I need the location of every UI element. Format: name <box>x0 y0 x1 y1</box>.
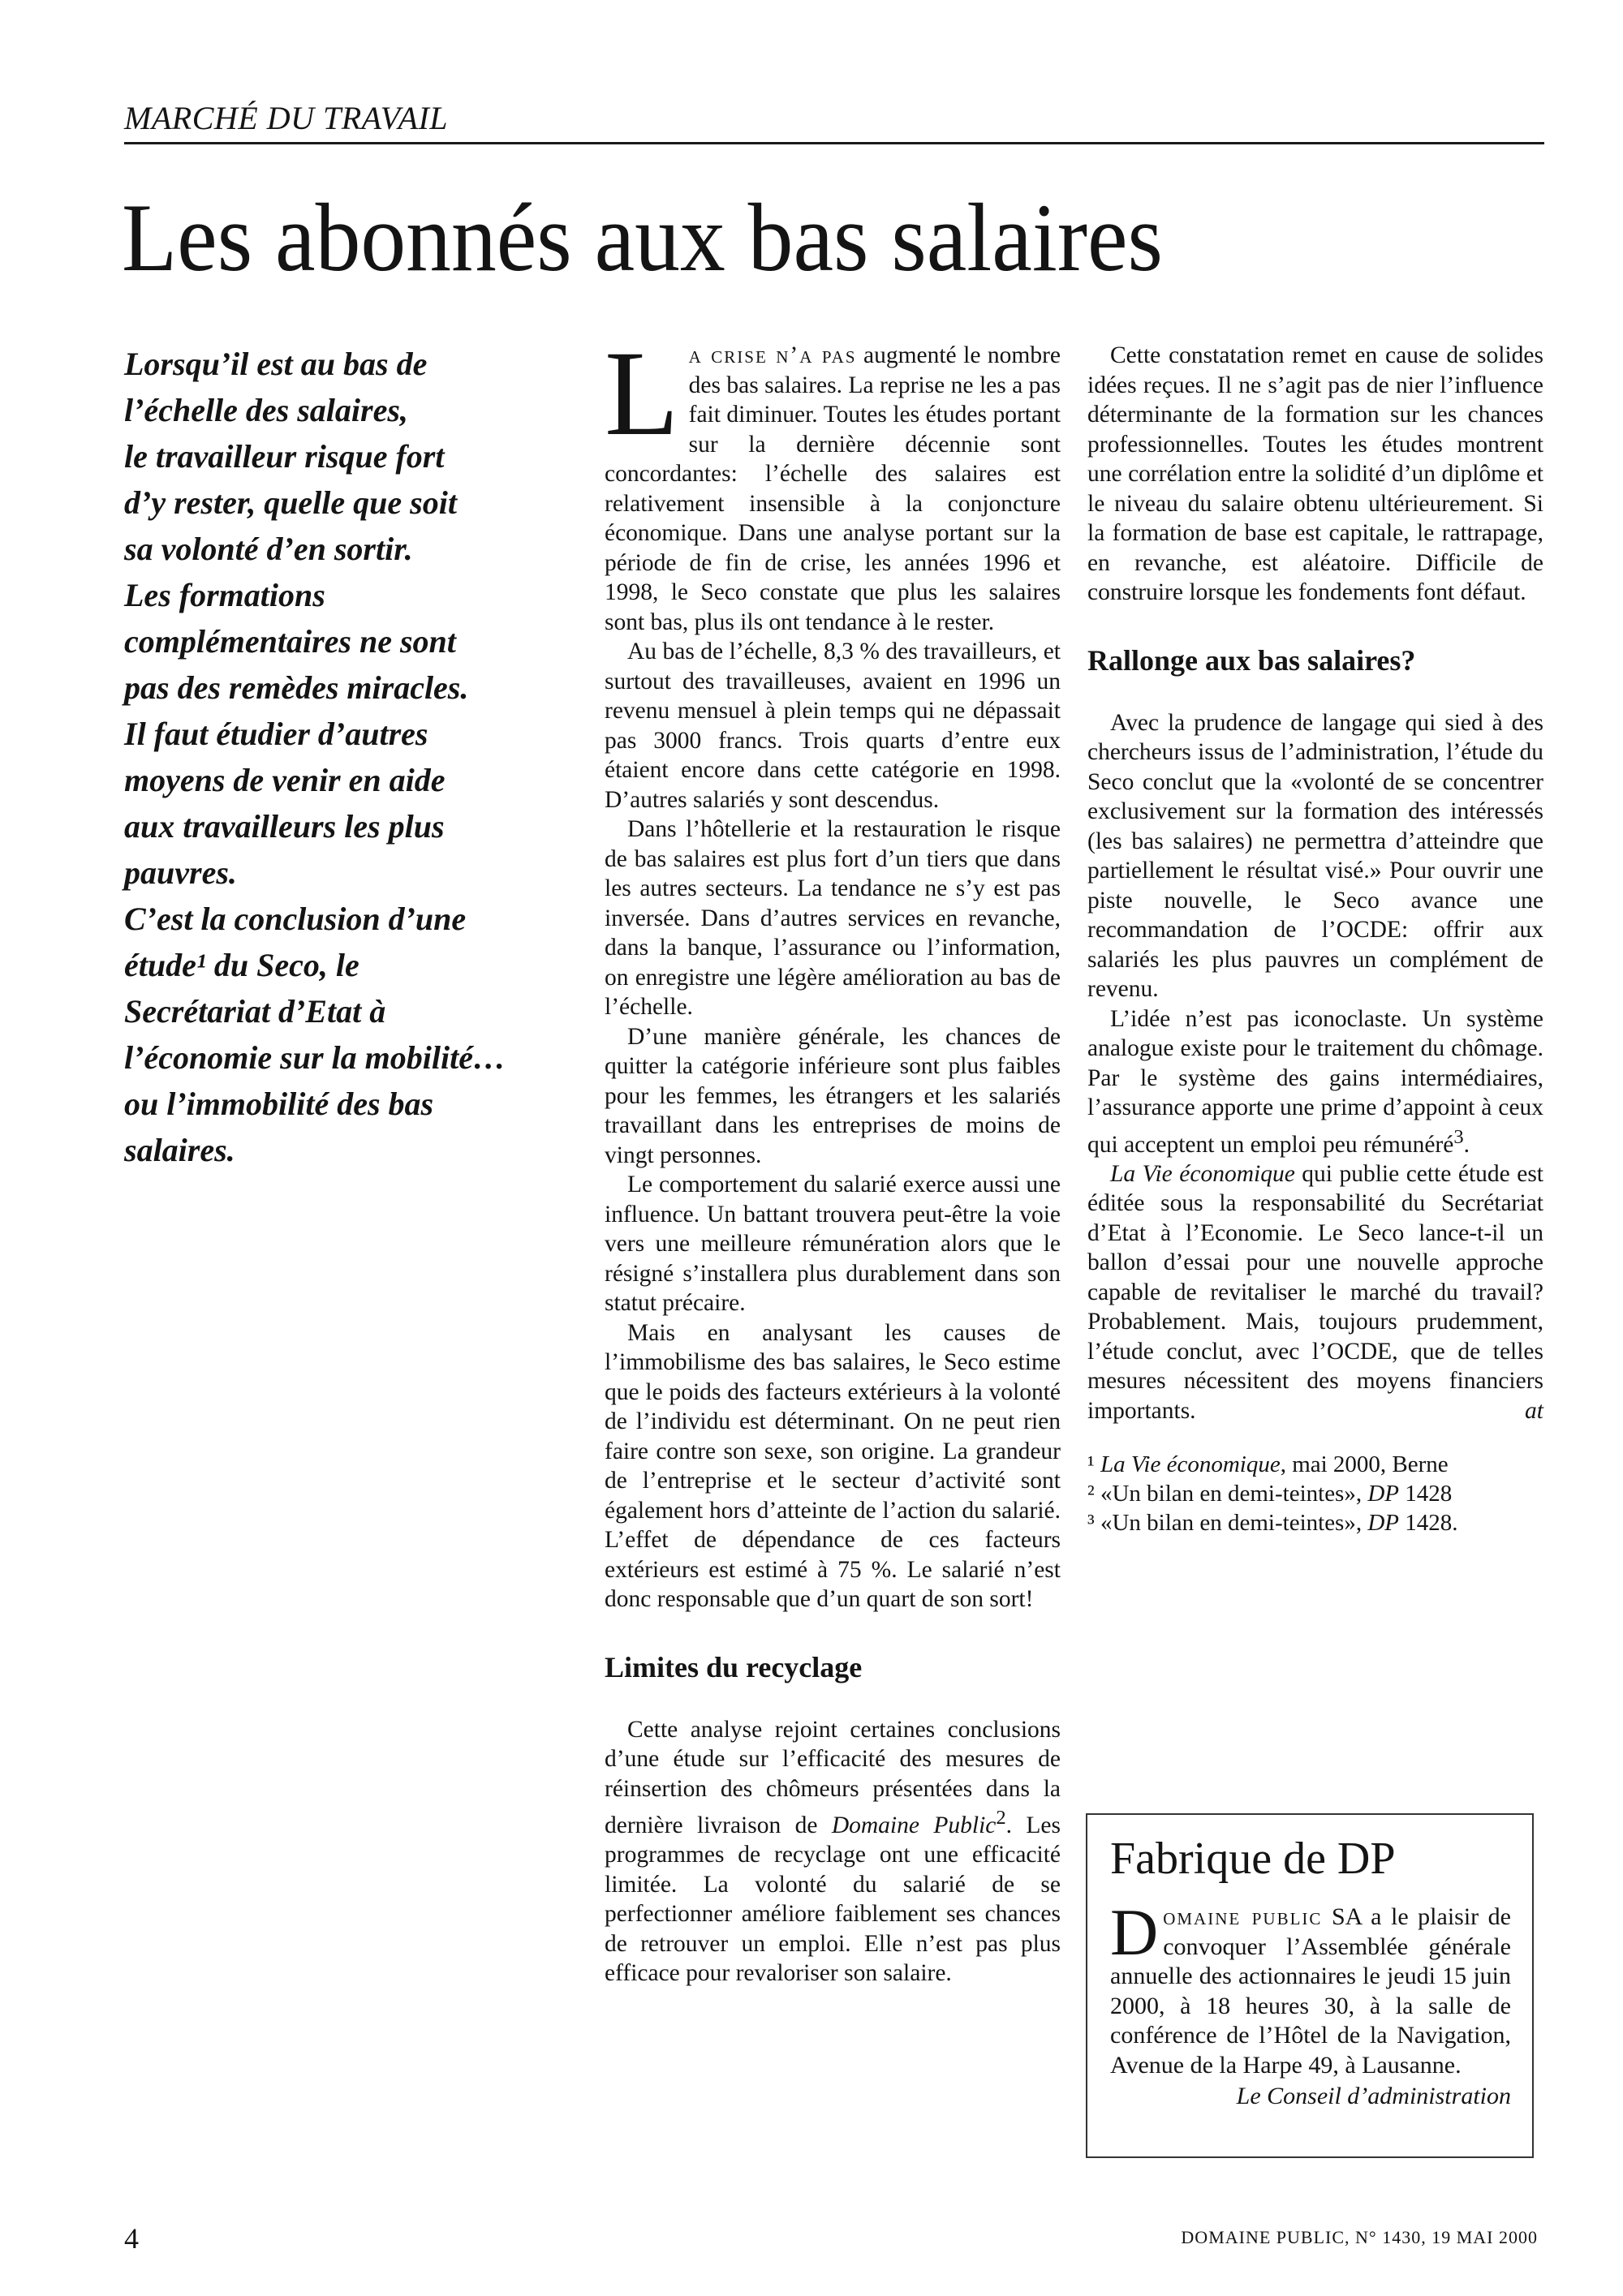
chapo-line: pas des remèdes miracles. <box>124 669 469 706</box>
chapo-line: étude¹ du Seco, le <box>124 947 359 983</box>
header-rule <box>124 142 1544 144</box>
chapo-line: salaires. <box>124 1132 235 1168</box>
chapo-line: sa volonté d’en sortir. <box>124 531 413 567</box>
page-number: 4 <box>124 2222 139 2255</box>
chapo-line: Les formations <box>124 577 325 613</box>
footnote-title: DP <box>1367 1510 1400 1537</box>
footnote-text: «Un bilan en demi-teintes», <box>1100 1510 1368 1537</box>
paragraph-text: qui publie cette étude est éditée sous la responsabilité du Secrétariat d’Etat à l’Economie. Le Seco lance-t-il un ballon d’essai pour une nouvelle approche capable de revitaliser le marché du travail? Probablement. Mais, toujours prudemment, l’étude conclut, avec l’OCDE, que de telles mesures nécessitent des moyens financiers importants. <box>1087 1160 1543 1424</box>
article-paragraph: D’une manière générale, les chances de quitter la catégorie inférieure sont plus faibles pour les femmes, les étrangers et les salariés travaillant dans les entreprises de moins de vingt personnes. <box>605 1023 1061 1168</box>
article-paragraph: Cette constatation remet en cause de solides idées reçues. Il ne s’agit pas de nier l’influence déterminante de la formation sur les chances professionnelles. Toutes les études montrent une corrélation entre la solidité d’un diplôme et le niveau du salaire obtenu ultérieurement. Si la formation de base est capitale, le rattrapage, en revanche, est aléatoire. Difficile de construire lorsque les fondements font défaut. <box>1087 342 1543 605</box>
chapo-intro <box>124 341 579 1173</box>
chapo-line: l’échelle des salaires, <box>124 392 408 428</box>
drop-cap: D <box>1110 1895 1159 1969</box>
article-paragraph <box>1087 1004 1543 1159</box>
box-paragraph: SA a le plaisir de convoquer l’Assemblée générale annuelle des actionnaires le jeudi 15 juin 2000, à 18 heures 30, à la salle de conférence de l’Hôtel de la Navigation, Avenue de la Harpe 49, à Lausanne. <box>1110 1903 1511 2079</box>
paragraph-text: . <box>1463 1131 1470 1158</box>
publication-title: Domaine Public <box>831 1812 997 1838</box>
chapo-line: complémentaires ne sont <box>124 623 456 660</box>
paragraph-text: . Les programmes de recyclage ont une efficacité limitée. La volonté du salarié de se perfectionner améliore faiblement ses chances de retrouver un emploi. Elle n’est pas plus efficace pour revaloriser son salaire. <box>605 1812 1061 1987</box>
footnote-text: 1428 <box>1399 1481 1453 1507</box>
article-paragraph <box>1087 1159 1543 1426</box>
paragraph-text: augmenté le nombre des bas salaires. La reprise ne les a pas fait diminuer. Toutes les études portant sur la dernière décennie sont concordantes: l’échelle des salaires est relativement insensible à la conjoncture économique. Dans une analyse portant sur la période de fin de crise, les années 1996 et 1998, le Seco constate que plus les salaires sont bas, plus ils ont tendance à le rester. <box>605 342 1061 635</box>
footnote-title: DP <box>1367 1481 1400 1507</box>
section-rubric: MARCHÉ DU TRAVAIL <box>124 100 449 136</box>
chapo-line: le travailleur risque fort <box>124 438 445 475</box>
drop-cap: L <box>605 326 679 461</box>
headline: Les abonnés aux bas salaires <box>122 183 1163 291</box>
chapo-line: Il faut étudier d’autres <box>124 716 428 752</box>
footer-issue: DOMAINE PUBLIC, N° 1430, 19 MAI 2000 <box>1181 2227 1538 2247</box>
publication-title: La Vie économique <box>1110 1160 1295 1187</box>
chapo-line: moyens de venir en aide <box>124 762 446 798</box>
footnote-text: 1428. <box>1399 1510 1458 1537</box>
chapo-line: l’économie sur la mobilité… <box>124 1039 506 1076</box>
box-signature: Le Conseil d’administration <box>1236 2083 1511 2109</box>
footnote-text: , mai 2000, Berne <box>1280 1451 1449 1478</box>
article-column-2 <box>1087 341 1543 1537</box>
subheading-recyclage: Limites du recyclage <box>605 1650 863 1683</box>
chapo-line: Secrétariat d’Etat à <box>124 993 386 1030</box>
article-paragraph: Au bas de l’échelle, 8,3 % des travailleurs, et surtout des travailleuses, avaient en 1996 un revenu mensuel à plein temps qui ne dépassait pas 3000 francs. Trois quarts d’entre eux étaient encore dans cette catégorie en 1998. D’autres salariés y sont descendus. <box>605 638 1061 813</box>
box-text <box>1110 1895 1511 2112</box>
lead-smallcaps: omaine public <box>1163 1903 1323 1930</box>
chapo-line: ou l’immobilité des bas <box>124 1086 434 1122</box>
footnote-number: ³ <box>1087 1510 1095 1537</box>
article-paragraph: Avec la prudence de langage qui sied à des chercheurs issus de l’administration, l’étude du Seco conclut que la «volonté de se concentrer exclusivement sur la formation des intéressés (les bas salaires) ne permettra d’atteindre que partiellement le résultat visé.» Pour ouvrir une piste nouvelle, le Seco avance une recommandation de l’OCDE: offrir aux salariés les plus pauvres un complément de revenu. <box>1087 709 1543 1002</box>
chapo-line: C’est la conclusion d’une <box>124 901 467 937</box>
chapo-line: d’y rester, quelle que soit <box>124 484 457 521</box>
paragraph-text: Cette analyse rejoint certaines conclusions d’une étude sur l’efficacité des mesures de réinsertion des chômeurs présentées dans la dernière livraison de <box>605 1716 1061 1838</box>
footnote-title: La Vie économique <box>1100 1451 1281 1478</box>
footnote <box>1087 1508 1543 1537</box>
subheading-rallonge: Rallonge aux bas salaires? <box>1087 643 1416 677</box>
article-paragraph <box>605 326 1061 637</box>
article-column-1 <box>605 326 1061 1989</box>
paragraph-text: L’idée n’est pas iconoclaste. Un système analogue existe pour le traitement du chômage. Par le système des gains intermédiaires, l’assurance apporte une prime d’appoint à ceux qui acceptent un emploi peu rémunéré <box>1087 1005 1543 1158</box>
footnote-text: «Un bilan en demi-teintes», <box>1100 1481 1368 1507</box>
footnotes <box>1087 1450 1543 1537</box>
footnote <box>1087 1450 1543 1479</box>
chapo-line: pauvres. <box>124 854 237 891</box>
lead-smallcaps: a crise n’a pas <box>688 342 857 368</box>
article-paragraph <box>605 1715 1061 1989</box>
footnote-ref: 2 <box>996 1807 1006 1829</box>
article-paragraph: Dans l’hôtellerie et la restauration le risque de bas salaires est plus fort d’un tiers que dans les autres secteurs. La tendance ne s’y est pas inversée. Dans d’autres services en revanche, dans la banque, l’assurance ou l’information, on enregistre une légère amélioration au bas de l’échelle. <box>605 816 1061 1020</box>
chapo-line: Lorsqu’il est au bas de <box>124 346 428 382</box>
author-signature: at <box>1525 1397 1543 1424</box>
footnote-number: ² <box>1087 1481 1095 1507</box>
box-title: Fabrique de DP <box>1110 1834 1396 1884</box>
footnote-number: ¹ <box>1087 1451 1095 1478</box>
article-paragraph: Le comportement du salarié exerce aussi une influence. Un battant trouvera peut-être la voie vers une meilleure rémunération alors que le résigné s’installera plus durablement dans son statut précaire. <box>605 1172 1061 1316</box>
fabrique-box <box>1086 1813 1534 2158</box>
chapo-line: aux travailleurs les plus <box>124 808 445 845</box>
article-paragraph: Mais en analysant les causes de l’immobilisme des bas salaires, le Seco estime que le poids des facteurs extérieurs à la volonté de l’individu est déterminant. On ne peut rien faire contre son sexe, son origine. La grandeur de l’entreprise et le secteur d’activité sont également hors d’atteinte de l’action du salarié. L’effet de dépendance de ces facteurs extérieurs est estimé à 75 %. Le salarié n’est donc responsable que d’un quart de son sort! <box>605 1319 1061 1612</box>
footnote <box>1087 1479 1543 1508</box>
footnote-ref: 3 <box>1453 1125 1464 1148</box>
